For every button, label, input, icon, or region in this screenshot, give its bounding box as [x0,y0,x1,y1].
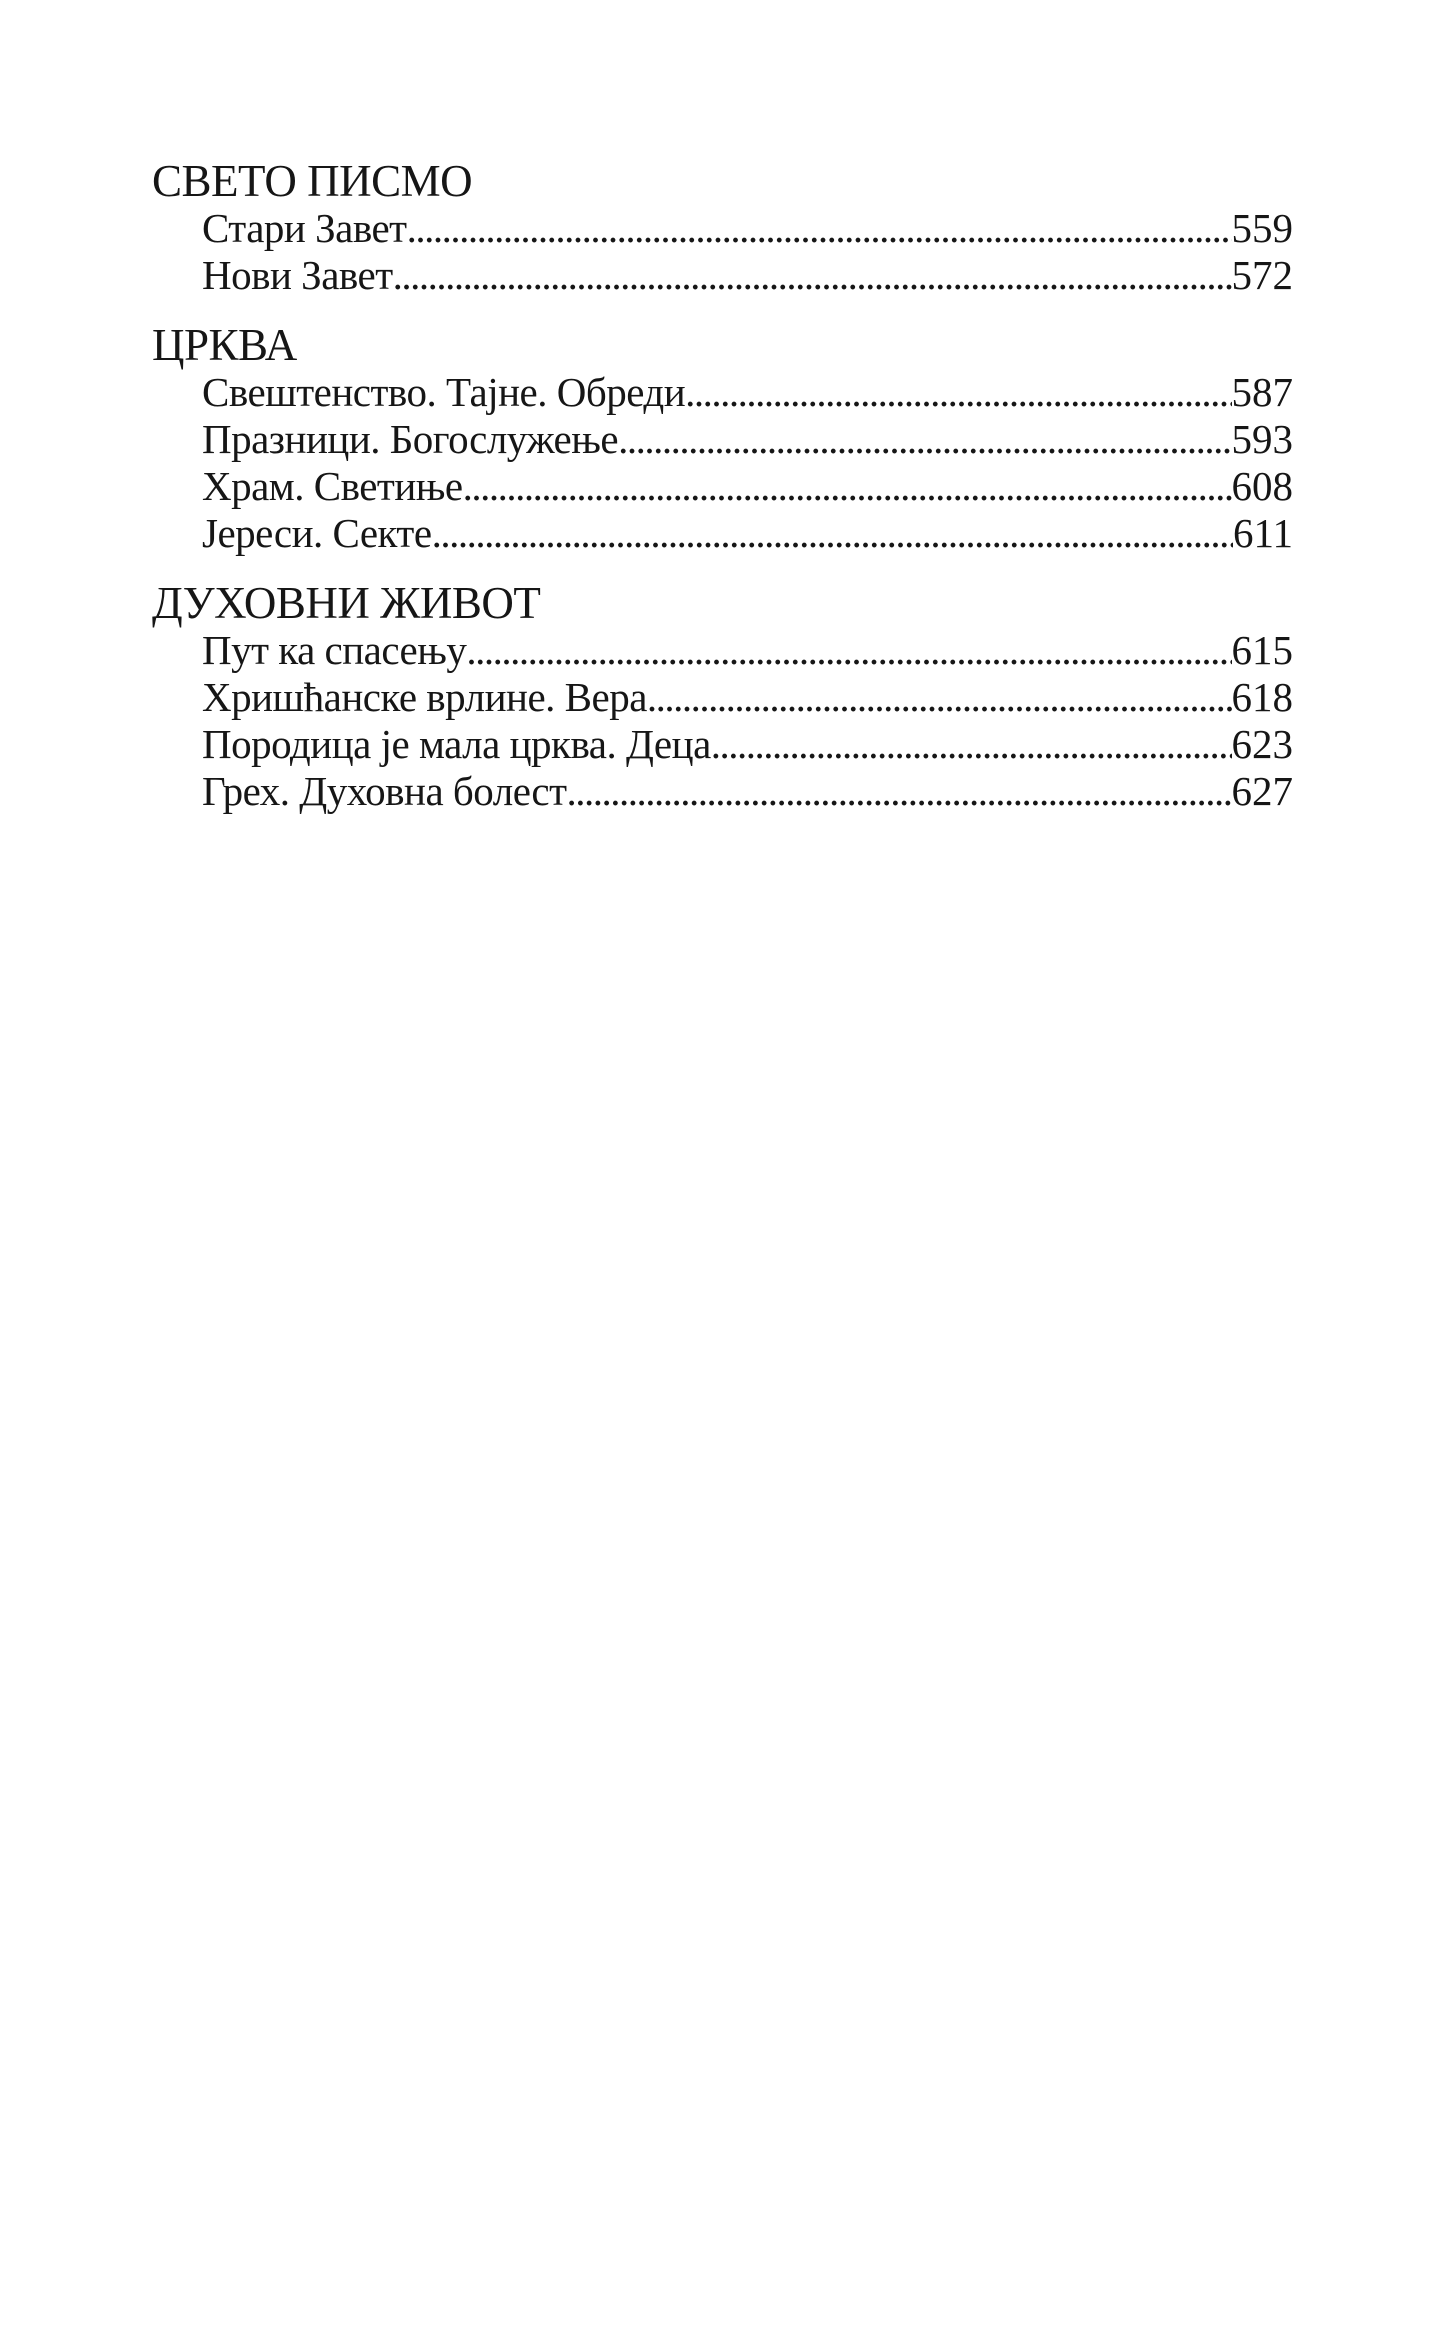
toc-entry-title: Пут ка спасењу [202,627,467,673]
toc-entry-page: 587 [1231,369,1293,415]
toc-entry [152,627,1293,674]
toc-entry-title: Јереси. Секте [202,510,432,556]
dot-leader [647,674,1232,721]
dot-leader [393,252,1232,299]
toc-entry-title: Свештенство. Тајне. Обреди [202,369,686,415]
toc-entry [152,252,1293,299]
toc-entry [152,369,1293,416]
toc-entry [152,205,1293,252]
dot-leader [466,627,1231,674]
toc-entry-title: Породица је мала црква. Деца [202,721,711,767]
toc-section-duhovni-zivot [152,580,1293,815]
toc-entry-title: Стари Завет [202,205,407,251]
toc-section-heading: ЦРКВА [152,320,297,370]
toc-entry-page: 593 [1231,416,1293,462]
toc-entry-title: Нови Завет [202,252,393,298]
toc-entry-page: 623 [1231,721,1293,767]
dot-leader [685,369,1231,416]
toc-entry-title: Храм. Светиње [202,463,463,509]
dot-leader [463,463,1232,510]
toc-entry [152,416,1293,463]
table-of-contents [152,158,1293,815]
toc-entry [152,721,1293,768]
toc-entry-page: 559 [1231,205,1293,251]
toc-section-crkva [152,322,1293,557]
dot-leader [711,721,1232,768]
toc-entry-page: 627 [1231,768,1293,814]
toc-entry-page: 572 [1231,252,1293,298]
toc-entry-page: 608 [1231,463,1293,509]
dot-leader [432,510,1233,557]
toc-section-heading: ДУХОВНИ ЖИВОТ [152,578,541,628]
toc-entry-title: Хришћанске врлине. Вера [202,674,647,720]
toc-entry-page: 611 [1233,510,1293,556]
toc-entry-title: Грех. Духовна болест [202,768,567,814]
toc-entry-page: 615 [1231,627,1293,673]
toc-entry-page: 618 [1231,674,1293,720]
dot-leader [618,416,1231,463]
toc-section-heading: СВЕТО ПИСМО [152,156,473,206]
toc-entry [152,674,1293,721]
toc-entry [152,463,1293,510]
toc-entry [152,510,1293,557]
dot-leader [407,205,1232,252]
toc-entry [152,768,1293,815]
toc-entry-title: Празници. Богослужење [202,416,619,462]
dot-leader [567,768,1232,815]
toc-section-sveto-pismo [152,158,1293,299]
